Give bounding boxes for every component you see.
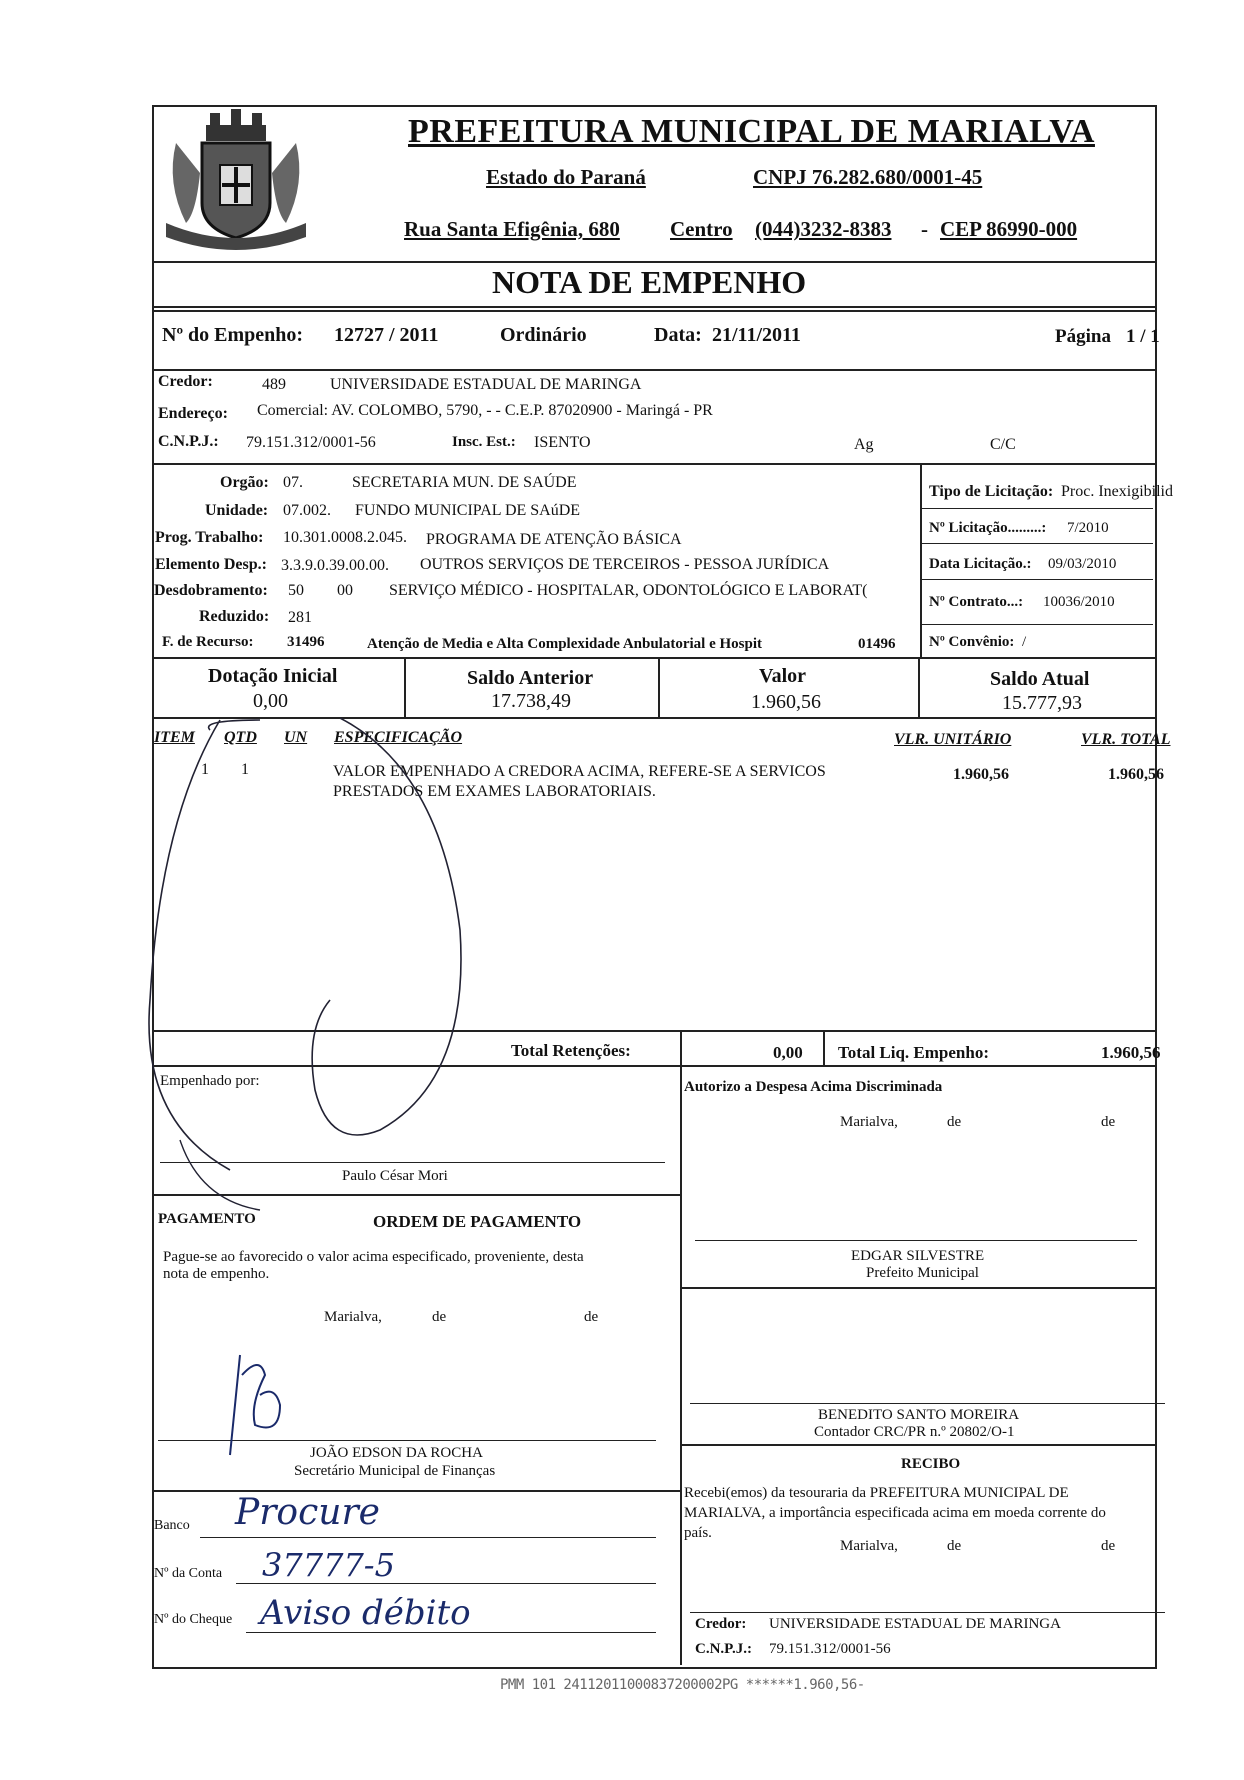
state-name: Estado do Paraná: [486, 165, 646, 189]
recibo-title: RECIBO: [901, 1456, 961, 1472]
desdobramento-label: Desdobramento:: [154, 582, 268, 599]
empenhado-label: Empenhado por:: [160, 1073, 260, 1089]
saldo-anterior-label: Saldo Anterior: [467, 667, 594, 689]
cep: CEP 86990-000: [940, 217, 1078, 241]
recurso-code2: 01496: [858, 636, 896, 652]
divider: [152, 310, 1155, 312]
page-label: Página: [1055, 326, 1111, 347]
divider: [152, 657, 1155, 659]
recibo-cnpj: 79.151.312/0001-56: [769, 1641, 891, 1657]
cheque-handwritten: Aviso débito: [260, 1593, 471, 1633]
liquido-value: 1.960,56: [1101, 1043, 1161, 1062]
item-spec-line1: VALOR EMPENHADO A CREDORA ACIMA, REFERE-SE A SERVICOS: [333, 763, 826, 780]
empenho-date: 21/11/2011: [712, 324, 801, 346]
credor-address: Comercial: AV. COLOMBO, 5790, - - C.E.P. 87020900 - Maringá - PR: [257, 402, 713, 419]
orgao-label: Orgão:: [220, 474, 269, 491]
document-title: NOTA DE EMPENHO: [492, 264, 807, 300]
prefeito-name: EDGAR SILVESTRE: [851, 1248, 985, 1264]
divider: [680, 1030, 682, 1065]
prog-name: PROGRAMA DE ATENÇÃO BÁSICA: [426, 531, 682, 548]
recibo-text-3: país.: [684, 1525, 712, 1541]
dotacao-value: 0,00: [253, 690, 288, 712]
divider: [920, 508, 1153, 509]
date-de-2a: de: [432, 1309, 447, 1325]
city-date-2: Marialva,: [324, 1309, 382, 1325]
header-vlr-total: VLR. TOTAL: [1081, 731, 1171, 748]
banco-line: [200, 1537, 656, 1538]
item-total-value: 1.960,56: [1108, 766, 1164, 783]
prefeitura-title: PREFEITURA MUNICIPAL DE MARIALVA: [408, 113, 1095, 150]
header-un: UN: [284, 729, 308, 746]
conta-label: Nº da Conta: [154, 1566, 223, 1581]
divider: [152, 1490, 682, 1492]
item-qtd: 1: [241, 761, 249, 778]
contrato-label: Nº Contrato...:: [929, 594, 1024, 610]
contador-name: BENEDITO SANTO MOREIRA: [818, 1407, 1020, 1423]
credor-label: Credor:: [158, 373, 213, 390]
saldo-atual-label: Saldo Atual: [990, 668, 1090, 690]
district: Centro: [670, 217, 733, 241]
item-unit-value: 1.960,56: [953, 766, 1009, 783]
prefeito-role: Prefeito Municipal: [866, 1265, 979, 1281]
recibo-cnpj-label: C.N.P.J.:: [695, 1641, 752, 1657]
unidade-code: 07.002.: [283, 502, 331, 519]
desdobramento-code1: 50: [288, 582, 304, 599]
divider: [918, 657, 920, 717]
empenho-number-label: Nº do Empenho:: [162, 324, 304, 346]
street-address: Rua Santa Efigênia, 680: [404, 217, 620, 241]
empenhado-name: Paulo César Mori: [342, 1168, 448, 1184]
saldo-atual-value: 15.777,93: [1002, 692, 1082, 714]
conta-handwritten: 37777-5: [262, 1546, 395, 1584]
empenho-type: Ordinário: [500, 324, 587, 346]
divider: [658, 657, 660, 717]
signature-line: [690, 1612, 1165, 1613]
convenio-value: /: [1022, 634, 1027, 650]
date-de-1b: de: [1101, 1114, 1116, 1130]
pagamento-text-1: Pague-se ao favorecido o valor acima especificado, proveniente, desta: [163, 1249, 584, 1265]
cc-label: C/C: [990, 436, 1016, 453]
saldo-anterior-value: 17.738,49: [491, 690, 571, 712]
contador-role: Contador CRC/PR n.º 20802/O-1: [814, 1424, 1015, 1440]
autorizo-text: Autorizo a Despesa Acima Discriminada: [684, 1079, 943, 1095]
licitacao-number-label: Nº Licitação.........:: [929, 520, 1047, 536]
city-date-1: Marialva,: [840, 1114, 898, 1130]
credor-cnpj-label: C.N.P.J.:: [158, 433, 219, 450]
cheque-label: Nº do Cheque: [154, 1612, 233, 1627]
header-item: ITEM: [154, 729, 195, 746]
banco-handwritten: Procure: [235, 1492, 380, 1533]
recurso-name: Atenção de Media e Alta Complexidade Anbulatorial e Hospit: [367, 636, 762, 652]
credor-cnpj: 79.151.312/0001-56: [246, 434, 376, 451]
date-label: Data:: [654, 324, 702, 346]
page-number: 1 / 1: [1126, 326, 1160, 347]
convenio-label: Nº Convênio:: [929, 634, 1015, 650]
divider: [152, 261, 1155, 263]
insc-value: ISENTO: [534, 434, 591, 451]
item-spec-line2: PRESTADOS EM EXAMES LABORATORIAIS.: [333, 783, 656, 800]
credor-code: 489: [262, 376, 286, 393]
reduzido-value: 281: [288, 609, 312, 626]
divider: [920, 463, 922, 658]
ink-scribble-oval: [140, 700, 500, 1220]
coat-of-arms-seal: [156, 103, 316, 253]
licitacao-date: 09/03/2010: [1048, 556, 1117, 572]
tipo-licitacao-value: Proc. Inexigibilid: [1061, 483, 1173, 500]
secretario-name: JOÃO EDSON DA ROCHA: [310, 1445, 483, 1461]
reduzido-label: Reduzido:: [199, 608, 270, 625]
signature-line: [695, 1240, 1137, 1241]
licitacao-number: 7/2010: [1067, 520, 1109, 536]
divider: [680, 1287, 1155, 1289]
unidade-label: Unidade:: [205, 502, 269, 519]
divider: [920, 579, 1153, 580]
prog-code: 10.301.0008.2.045.: [283, 529, 407, 546]
signature-line: [690, 1403, 1165, 1404]
divider: [680, 1065, 682, 1665]
elemento-label: Elemento Desp.:: [155, 556, 267, 573]
elemento-code: 3.3.9.0.39.00.00.: [281, 557, 389, 574]
separator-dash: -: [921, 217, 928, 241]
divider: [152, 369, 1155, 371]
desdobramento-name: SERVIÇO MÉDICO - HOSPITALAR, ODONTOLÓGICO E LABORAT(: [389, 582, 868, 599]
orgao-name: SECRETARIA MUN. DE SAÚDE: [352, 474, 577, 491]
city-date-3: Marialva,: [840, 1538, 898, 1554]
ag-label: Ag: [854, 436, 874, 453]
divider: [920, 543, 1153, 544]
footer-code: PMM 101 24112011000837200002PG ******1.960,56-: [500, 1677, 865, 1693]
retencoes-label: Total Retenções:: [511, 1041, 631, 1060]
empenho-number: 12727 / 2011: [334, 324, 439, 346]
unidade-name: FUNDO MUNICIPAL DE SAúDE: [355, 502, 581, 519]
liquido-label: Total Liq. Empenho:: [838, 1043, 989, 1062]
address-label: Endereço:: [158, 405, 228, 422]
licitacao-date-label: Data Licitação.:: [929, 556, 1032, 572]
recurso-code: 31496: [287, 634, 325, 650]
dotacao-label: Dotação Inicial: [208, 665, 338, 687]
recibo-credor-name: UNIVERSIDADE ESTADUAL DE MARINGA: [769, 1616, 1061, 1632]
orgao-code: 07.: [283, 474, 303, 491]
item-number: 1: [201, 761, 209, 778]
pagamento-label: PAGAMENTO: [158, 1211, 256, 1227]
recibo-text-2: MARIALVA, a importância especificada acima em moeda corrente do: [684, 1505, 1106, 1521]
divider: [680, 1444, 1155, 1446]
header-vlr-unitario: VLR. UNITÁRIO: [894, 731, 1012, 748]
date-de-3b: de: [1101, 1538, 1116, 1554]
date-de-3a: de: [947, 1538, 962, 1554]
phone: (044)3232-8383: [755, 217, 892, 241]
pagamento-text-2: nota de empenho.: [163, 1266, 270, 1282]
contrato-value: 10036/2010: [1043, 594, 1115, 610]
valor-value: 1.960,56: [751, 691, 821, 713]
recurso-label: F. de Recurso:: [162, 634, 254, 650]
recibo-credor-label: Credor:: [695, 1616, 747, 1632]
signature-scribble: [220, 1345, 300, 1465]
cnpj-header: CNPJ 76.282.680/0001-45: [753, 165, 983, 189]
prog-label: Prog. Trabalho:: [155, 529, 264, 546]
divider: [823, 1030, 825, 1065]
insc-label: Insc. Est.:: [452, 434, 516, 450]
date-de-1a: de: [947, 1114, 962, 1130]
divider: [152, 463, 1155, 465]
divider: [920, 624, 1153, 625]
credor-name: UNIVERSIDADE ESTADUAL DE MARINGA: [330, 376, 642, 393]
tipo-licitacao-label: Tipo de Licitação:: [929, 483, 1054, 500]
elemento-name: OUTROS SERVIÇOS DE TERCEIROS - PESSOA JURÍDICA: [420, 556, 830, 573]
banco-label: Banco: [154, 1518, 190, 1533]
ordem-pagamento-label: ORDEM DE PAGAMENTO: [373, 1212, 582, 1231]
header-qtd: QTD: [224, 729, 257, 746]
header-especificacao: ESPECIFICAÇÃO: [334, 729, 463, 746]
retencoes-value: 0,00: [773, 1043, 803, 1062]
valor-label: Valor: [759, 665, 807, 687]
date-de-2b: de: [584, 1309, 599, 1325]
divider: [152, 306, 1155, 308]
recibo-text-1: Recebi(emos) da tesouraria da PREFEITURA MUNICIPAL DE: [684, 1485, 1069, 1501]
secretario-role: Secretário Municipal de Finanças: [294, 1463, 496, 1479]
desdobramento-code2: 00: [337, 582, 353, 599]
